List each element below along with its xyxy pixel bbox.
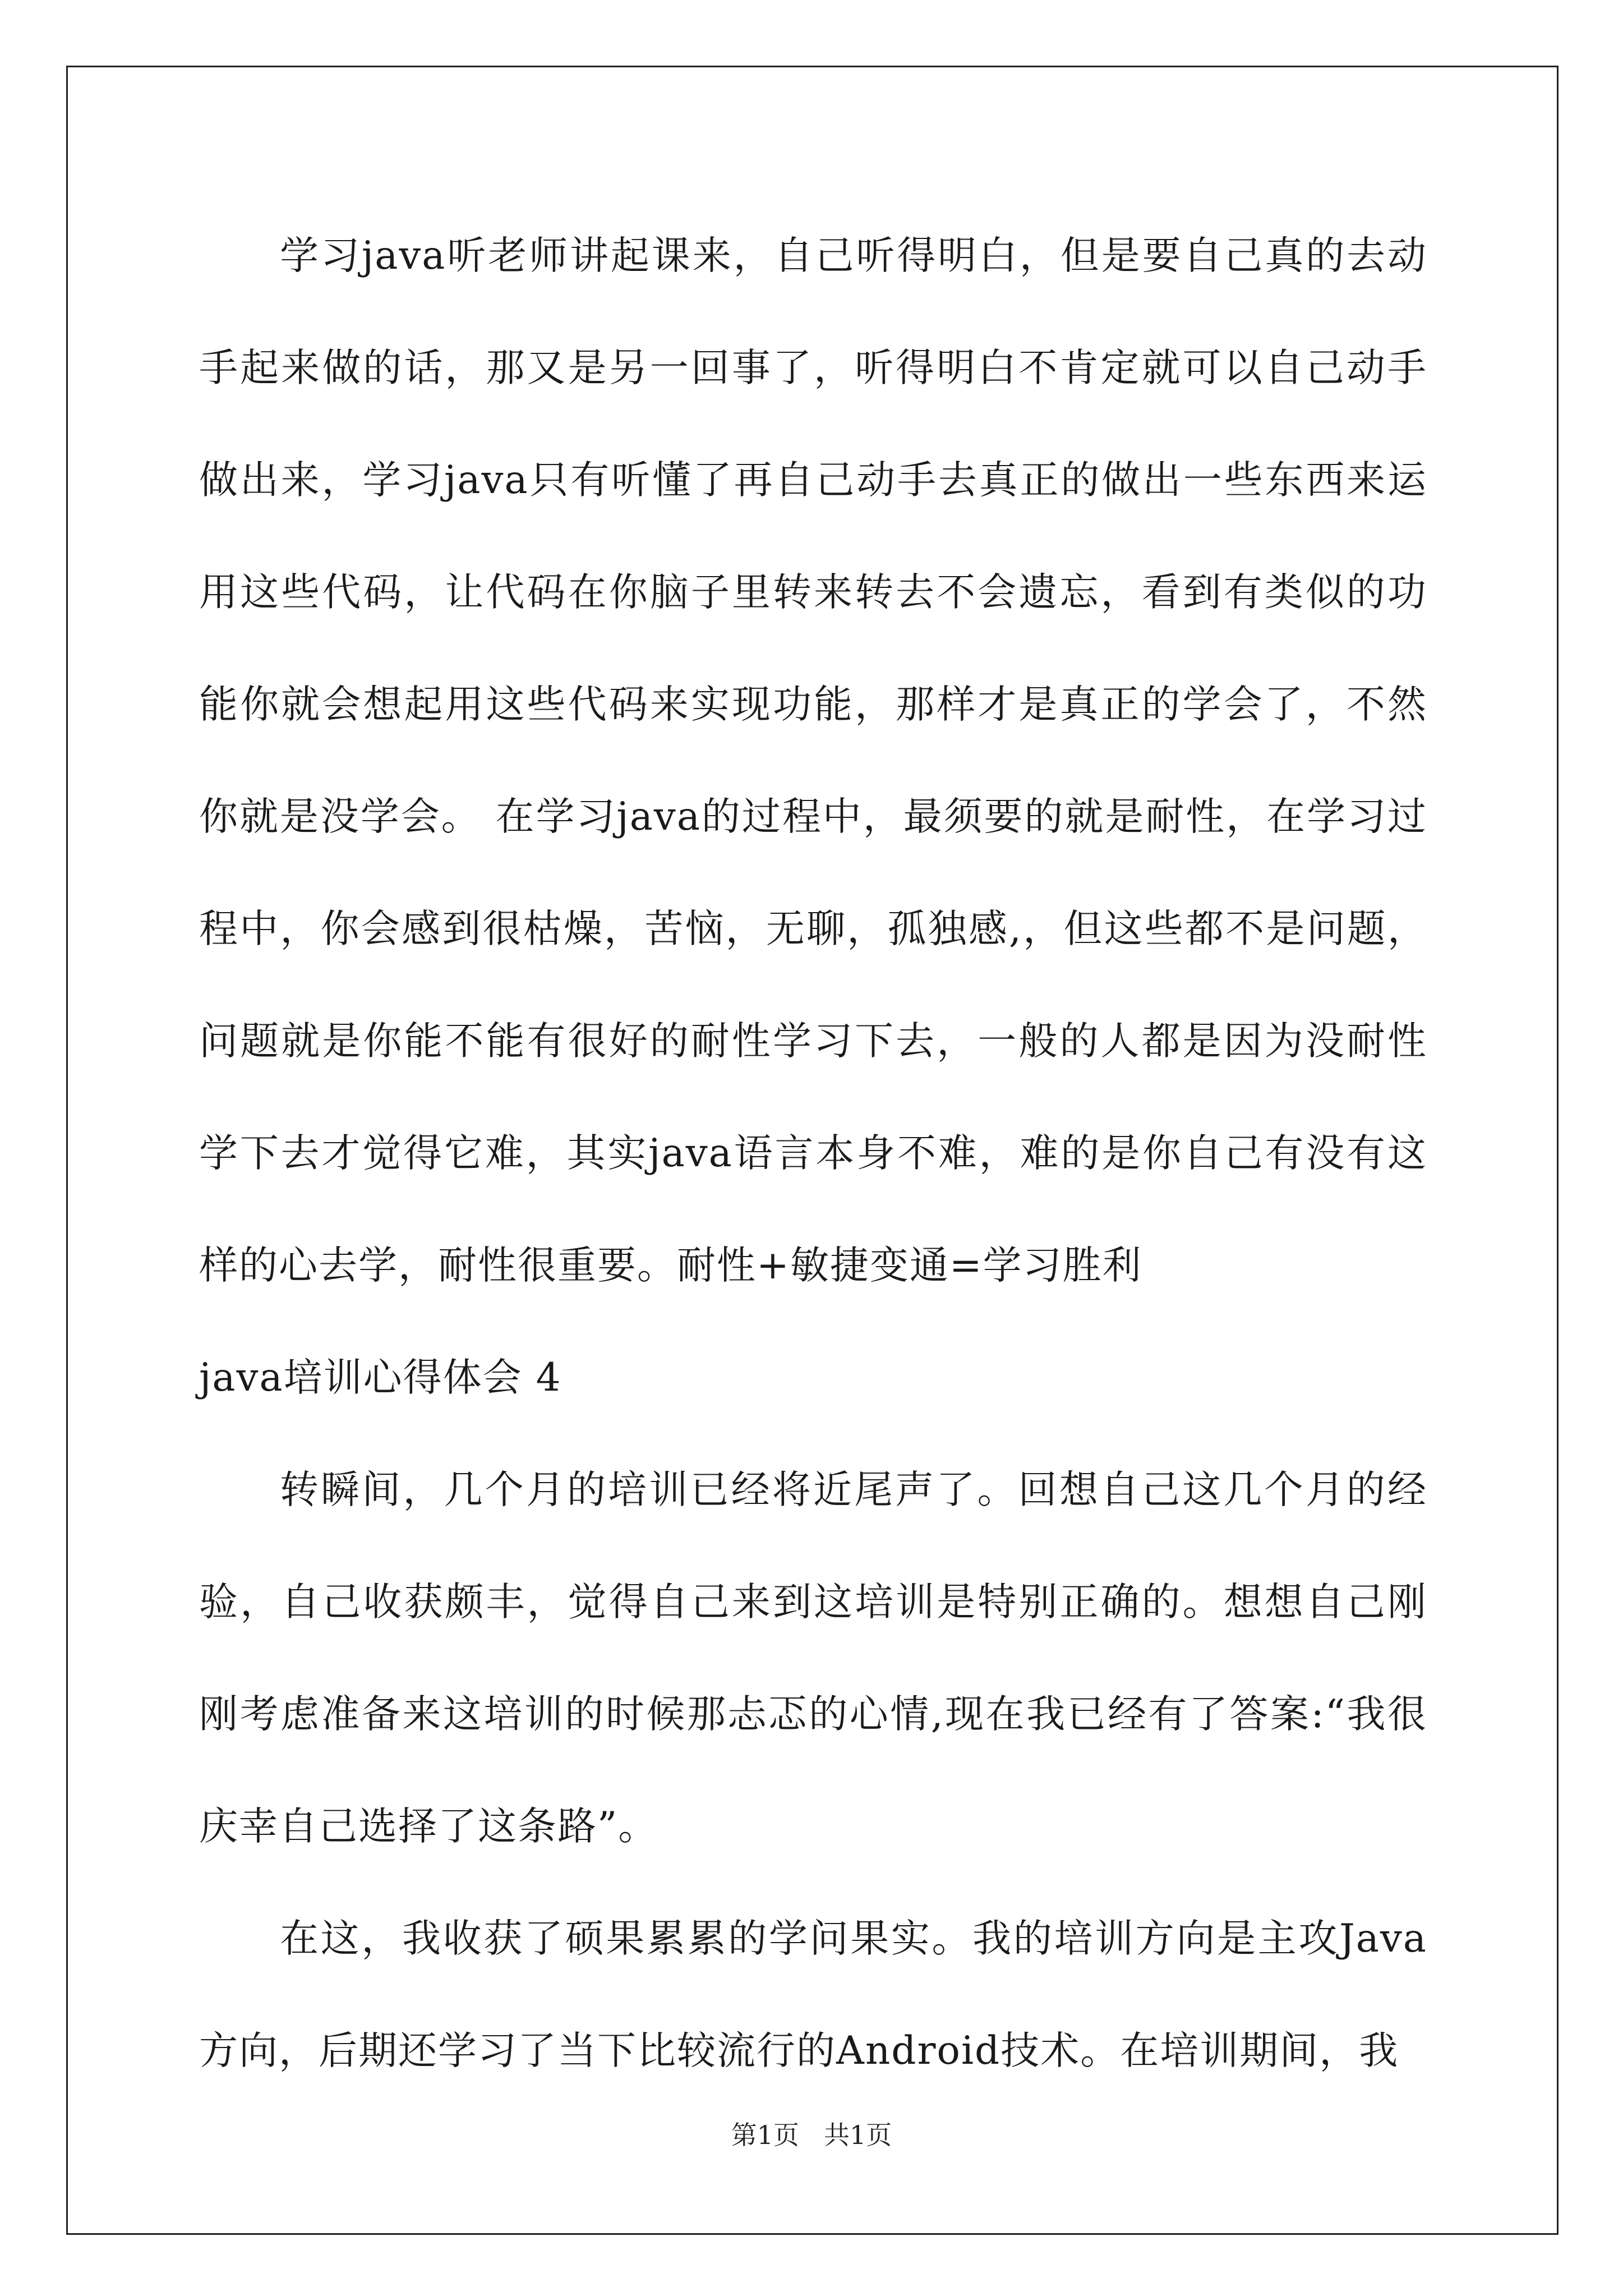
paragraph-reflection: 转瞬间，几个月的培训已经将近尾声了。回想自己这几个月的经验，自己收获颇丰，觉得自己来到这培训是特别正确的。想想自己刚刚考虑准备来这培训的时候那忐忑的心情,现在我已经有了答案:“我很庆幸自己选择了这条路”。 bbox=[199, 1467, 1427, 1849]
section-heading: java培训心得体会 4 bbox=[199, 1355, 562, 1400]
page-number: 第1页 bbox=[731, 2120, 800, 2150]
paragraph-harvest: 在这，我收获了硕果累累的学问果实。我的培训方向是主攻Java方向，后期还学习了当下比较流行的Android技术。在培训期间，我 bbox=[199, 1916, 1427, 2073]
document-body bbox=[199, 200, 1427, 2107]
paragraph-intro: 学习java听老师讲起课来，自己听得明白，但是要自己真的去动手起来做的话，那又是另一回事了，听得明白不肯定就可以自己动手做出来，学习java只有听懂了再自己动手去真正的做出一些东西来运用这些代码，让代码在你脑子里转来转去不会遗忘，看到有类似的功能你就会想起用这些代码来实现功能，那样才是真正的学会了，不然你就是没学会。 在学习java的过程中，最须要的就是耐性，在学习过程中，你会感到很枯燥，苦恼，无聊，孤独感,，但这些都不是问题，问题就是你能不能有很好的耐性学习下去，一般的人都是因为没耐性学下去才觉得它难，其实java语言本身不难，难的是你自己有没有这样的心去学，耐性很重要。耐性+敏捷变通=学习胜利 bbox=[199, 233, 1427, 1288]
page-total: 共1页 bbox=[823, 2120, 892, 2150]
page-footer bbox=[0, 2115, 1623, 2152]
